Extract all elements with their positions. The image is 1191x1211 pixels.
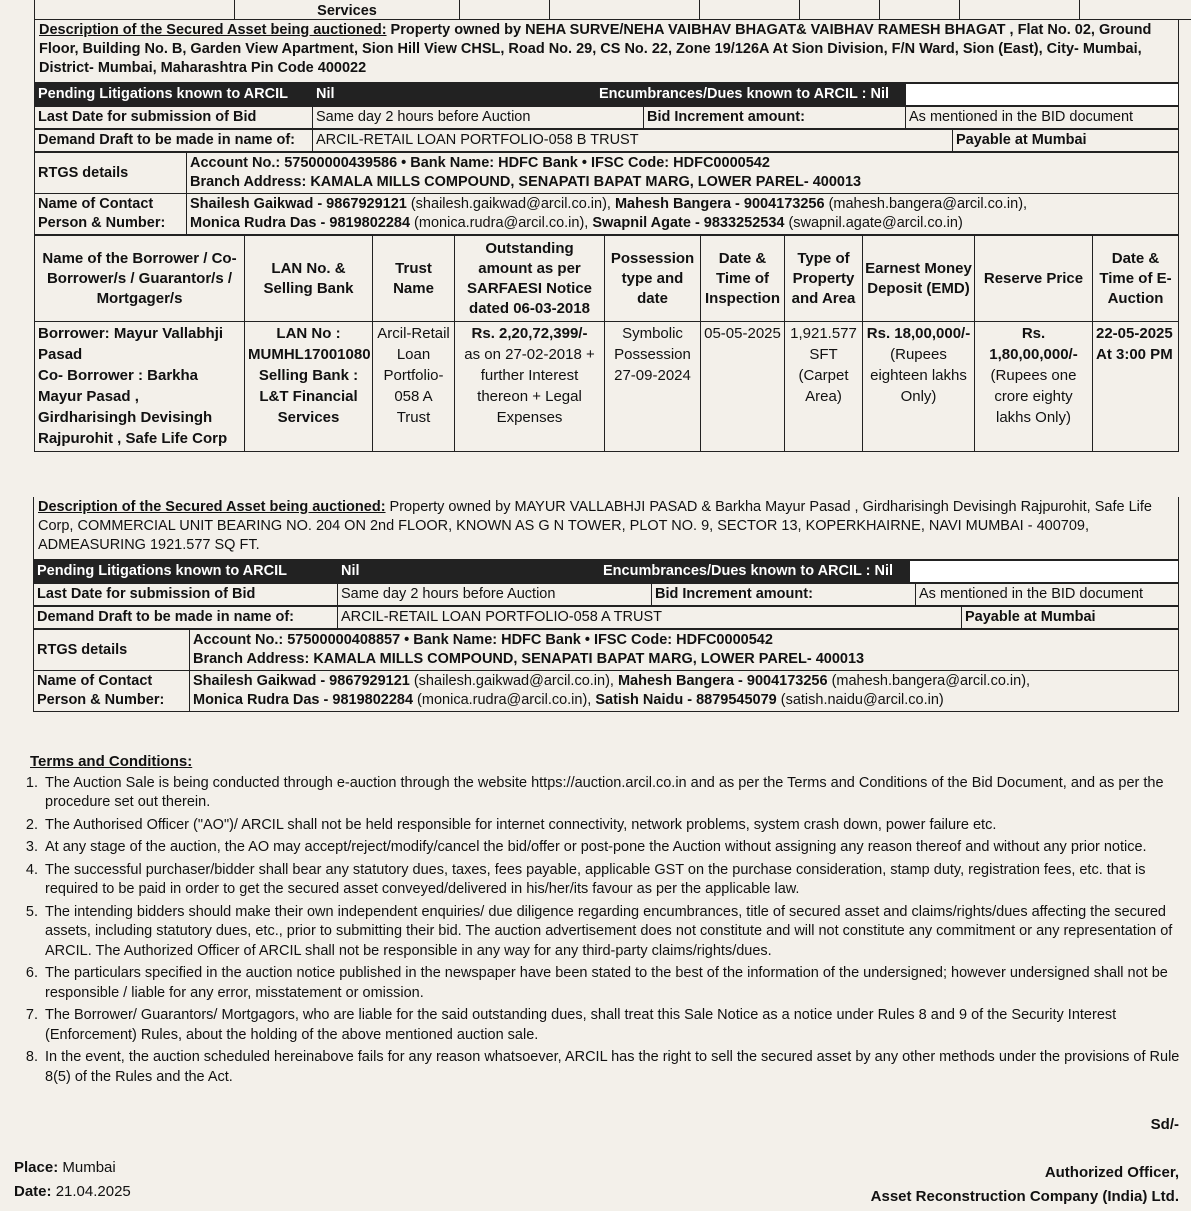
date-label: Date: (14, 1183, 52, 1200)
borrower-table-header (35, 236, 1179, 322)
rtgs-account-line: Account No.: 57500000439586 • Bank Name: HDFC Bank • IFSC Code: HDFC0000542 (190, 155, 770, 171)
date-line (14, 1180, 131, 1204)
header-emd: Earnest Money Deposit (EMD) (863, 236, 975, 322)
property-block-2 (33, 497, 1179, 712)
demand-draft-label: Demand Draft to be made in name of: (35, 130, 313, 152)
coborrower-names: Co- Borrower : Barkha Mayur Pasad , Girdharisingh Devisingh Rajpurohit , Safe Life Corp (38, 367, 228, 447)
header-inspection: Date & Time of Inspection (701, 236, 785, 322)
outstanding-detail: as on 27-02-2018 + further Interest thereon + Legal Expenses (464, 346, 595, 426)
authorized-officer: Authorized Officer, (1044, 1164, 1179, 1181)
services-cell: Services (235, 0, 460, 20)
last-date-value: Same day 2 hours before Auction (313, 107, 644, 129)
contact2-email-1: (shailesh.gaikwad@arcil.co.in), (409, 673, 618, 689)
signed-mark: Sd/- (1150, 1116, 1179, 1133)
asset-description-label-2: Description of the Secured Asset being auctioned: (38, 499, 386, 515)
list-item: 6. The particulars specified in the auction notice published in the newspaper have been stated to the best of the information of the undersigned; however undersigned shall not be responsible / liable for any error, misstatement or omission. (42, 964, 1180, 1003)
rtgs-account-line-2: Account No.: 57500000408857 • Bank Name: HDFC Bank • IFSC Code: HDFC0000542 (193, 632, 773, 648)
contact2-email-4: (satish.naidu@arcil.co.in) (776, 692, 944, 708)
last-date-row (35, 107, 1179, 129)
asset-description-text: Property owned by NEHA SURVE/NEHA VAIBHAV BHAGAT& VAIBHAV RAMESH BHAGAT , Flat No. 02, Ground Floor, Building No. B, Garden View Apartment, Sion Hill View CHSL, Road No. 29, CS No. 22, Zone 19/126A At Sion Division, F/N Ward, Sion (East), City- Mumbai, District- Mumbai, Maharashtra Pin Code 400022 (39, 22, 1152, 76)
place-label: Place: (14, 1159, 59, 1176)
table-row (35, 322, 1179, 452)
terms-and-conditions (18, 752, 1180, 1090)
contact-name-3: Monica Rudra Das - 9819802284 (190, 215, 411, 231)
last-date-label: Last Date for submission of Bid (35, 107, 313, 129)
list-item: 8. In the event, the auction scheduled hereinabove fails for any reason whatsoever, ARCIL has the right to sell the secured asset by any other methods under the provisions of Rule 8(5) of the Rules and the Act. (42, 1048, 1180, 1087)
header-property: Type of Property and Area (785, 236, 863, 322)
emd-amount: Rs. 18,00,000/- (866, 325, 971, 342)
demand-draft-label-2: Demand Draft to be made in name of: (34, 607, 338, 629)
header-possession: Possession type and date (605, 236, 701, 322)
borrower-name: Borrower: Mayur Vallabhji Pasad (38, 325, 224, 363)
auction-time: At 3:00 PM (1096, 346, 1173, 363)
possession-info: Symbolic Possession 27-09-2024 (605, 322, 701, 452)
last-date-value-2: Same day 2 hours before Auction (338, 584, 652, 606)
litigation-label: Pending Litigations known to ARCIL (35, 84, 313, 106)
rtgs-label-2: RTGS details (34, 630, 190, 671)
contact-line-2-2 (193, 691, 1175, 710)
place-date (14, 1156, 131, 1204)
top-services-strip (34, 0, 1191, 20)
contact2-name-2: Mahesh Bangera - 9004173256 (617, 673, 828, 689)
contact-line-1 (190, 195, 1175, 214)
contact-label-2-2: Person & Number: (37, 692, 165, 708)
emd-words: (Rupees eighteen lakhs Only) (870, 346, 967, 405)
bid-increment-label-2: Bid Increment amount: (652, 584, 916, 606)
lan-number: LAN No : MUMHL17001080 (248, 325, 371, 363)
asset-description-label: Description of the Secured Asset being auctioned: (39, 22, 387, 38)
bid-increment-value: As mentioned in the BID document (906, 107, 1179, 129)
terms-list (18, 774, 1180, 1088)
borrower-table (34, 235, 1179, 452)
selling-bank: Selling Bank : L&T Financial Services (258, 367, 359, 426)
inspection-date: 05-05-2025 (701, 322, 785, 452)
litigation-row-2 (34, 561, 1179, 583)
header-trust: Trust Name (373, 236, 455, 322)
header-auction-date: Date & Time of E-Auction (1093, 236, 1179, 322)
contact-name-1: Shailesh Gaikwad - 9867929121 (190, 196, 407, 212)
bid-increment-label: Bid Increment amount: (644, 107, 906, 129)
property-area: 1,921.577 SFT (Carpet Area) (785, 322, 863, 452)
reserve-words: (Rupees one crore eighty lakhs Only) (990, 367, 1077, 426)
demand-draft-value-2: ARCIL-RETAIL LOAN PORTFOLIO-058 A TRUST (338, 607, 962, 629)
contact-label-1: Name of Contact (38, 196, 154, 212)
last-date-row-2 (34, 584, 1179, 606)
contact-name-2: Mahesh Bangera - 9004173256 (614, 196, 825, 212)
rtgs-row (35, 153, 1179, 194)
list-item: 4. The successful purchaser/bidder shall bear any statutory dues, taxes, fees payable, applicable GST on the purchase consideration, stamp duty, registration fees, etc. that is required to be paid in order to get the secured asset conveyed/delivered in his/her/its favour as per the applicable law. (42, 861, 1180, 900)
contact2-name-3: Monica Rudra Das - 9819802284 (193, 692, 414, 708)
header-lan: LAN No. & Selling Bank (245, 236, 373, 322)
contact-email-1: (shailesh.gaikwad@arcil.co.in), (406, 196, 615, 212)
rtgs-branch-line: Branch Address: KAMALA MILLS COMPOUND, SENAPATI BAPAT MARG, LOWER PAREL- 400013 (190, 174, 862, 190)
list-item: 7. The Borrower/ Guarantors/ Mortgagors, who are liable for the said outstanding dues, shall treat this Sale Notice as a notice under Rules 8 and 9 of the Security Interest (Enforcement) Rules, about the holding of the above mentioned auction sale. (42, 1006, 1180, 1045)
contact2-name-4: Satish Naidu - 8879545079 (595, 692, 777, 708)
litigation-row (35, 84, 1179, 106)
list-item: 5. The intending bidders should make their own independent enquiries/ due diligence regarding encumbrances, title of secured asset and claims/rights/dues affecting the secured assets, including statutory dues, etc., prior to submitting their bid. The auction advertisement does not constitute and will not constitute any commitment or any representation of ARCIL. The Authorized Officer of ARCIL shall not be responsible in any way for any third-party claims/rights/dues. (42, 903, 1180, 962)
reserve-amount: Rs. 1,80,00,000/- (989, 325, 1078, 363)
list-item: 2. The Authorised Officer ("AO")/ ARCIL shall not be held responsible for internet connectivity, network problems, system crash down, power failure etc. (42, 816, 1180, 836)
contact2-email-3: (monica.rudra@arcil.co.in), (413, 692, 596, 708)
bid-increment-value-2: As mentioned in the BID document (916, 584, 1179, 606)
place-value: Mumbai (62, 1159, 116, 1176)
litigation-label-2: Pending Litigations known to ARCIL (34, 561, 338, 583)
demand-draft-row-2 (34, 607, 1179, 629)
last-date-label-2: Last Date for submission of Bid (34, 584, 338, 606)
encumbrance-text: Encumbrances/Dues known to ARCIL : Nil (596, 84, 906, 106)
payable-at: Payable at Mumbai (953, 130, 1179, 152)
contact2-name-1: Shailesh Gaikwad - 9867929121 (193, 673, 410, 689)
litigation-value-2: Nil (338, 561, 600, 583)
property-block-1 (34, 0, 1179, 452)
demand-draft-value: ARCIL-RETAIL LOAN PORTFOLIO-058 B TRUST (313, 130, 953, 152)
header-outstanding: Outstanding amount as per SARFAESI Notice dated 06-03-2018 (455, 236, 605, 322)
place-line (14, 1156, 131, 1180)
rtgs-branch-line-2: Branch Address: KAMALA MILLS COMPOUND, SENAPATI BAPAT MARG, LOWER PAREL- 400013 (193, 651, 865, 667)
demand-draft-row (35, 130, 1179, 152)
trust-name: Arcil-Retail Loan Portfolio-058 A Trust (373, 322, 455, 452)
signature-block (871, 1113, 1179, 1209)
asset-description (34, 20, 1179, 83)
list-item: 3. At any stage of the auction, the AO may accept/reject/modify/cancel the bid/offer or post-pone the Auction without assigning any reason thereof and without any prior notice. (42, 838, 1180, 858)
auction-date: 22-05-2025 (1096, 325, 1173, 342)
contact-row-2 (34, 671, 1179, 712)
header-reserve: Reserve Price (975, 236, 1093, 322)
company-name: Asset Reconstruction Company (India) Ltd. (870, 1188, 1179, 1205)
payable-at-2: Payable at Mumbai (962, 607, 1179, 629)
contact2-email-2: (mahesh.bangera@arcil.co.in), (827, 673, 1031, 689)
asset-description-2 (33, 497, 1179, 560)
list-item: 1. The Auction Sale is being conducted through e-auction through the website https://auction.arcil.co.in and as per the Terms and Conditions of the Bid Document, and as per the procedure set out therein. (42, 774, 1180, 813)
header-borrower: Name of the Borrower / Co-Borrower/s / Guarantor/s / Mortgager/s (35, 236, 245, 322)
rtgs-row-2 (34, 630, 1179, 671)
contact-row (35, 194, 1179, 235)
contact-email-2: (mahesh.bangera@arcil.co.in), (824, 196, 1028, 212)
date-value: 21.04.2025 (55, 1183, 131, 1200)
contact-label-2-1: Name of Contact (37, 673, 153, 689)
contact-line-2-1 (193, 672, 1175, 691)
contact-email-3: (monica.rudra@arcil.co.in), (410, 215, 593, 231)
rtgs-label: RTGS details (35, 153, 187, 194)
contact-name-4: Swapnil Agate - 9833252534 (592, 215, 785, 231)
outstanding-amount: Rs. 2,20,72,399/- (471, 325, 588, 342)
contact-label-2: Person & Number: (38, 215, 166, 231)
contact-line-2 (190, 214, 1175, 233)
contact-email-4: (swapnil.agate@arcil.co.in) (784, 215, 963, 231)
asset-description-text-2: Property owned by MAYUR VALLABHJI PASAD & Barkha Mayur Pasad , Girdharisingh Devisingh Rajpurohit, Safe Life Corp, COMMERCIAL UNIT BEARING NO. 204 ON 2nd FLOOR, KNOWN AS G N TOWER, PLOT NO. 9, SECTOR 13, KOPERKHAIRNE, NAVI MUMBAI - 400709, ADMEASURING 1921.577 SQ FT. (38, 499, 1152, 553)
terms-heading: Terms and Conditions: (30, 753, 193, 770)
litigation-value: Nil (313, 84, 596, 106)
encumbrance-text-2: Encumbrances/Dues known to ARCIL : Nil (600, 561, 910, 583)
